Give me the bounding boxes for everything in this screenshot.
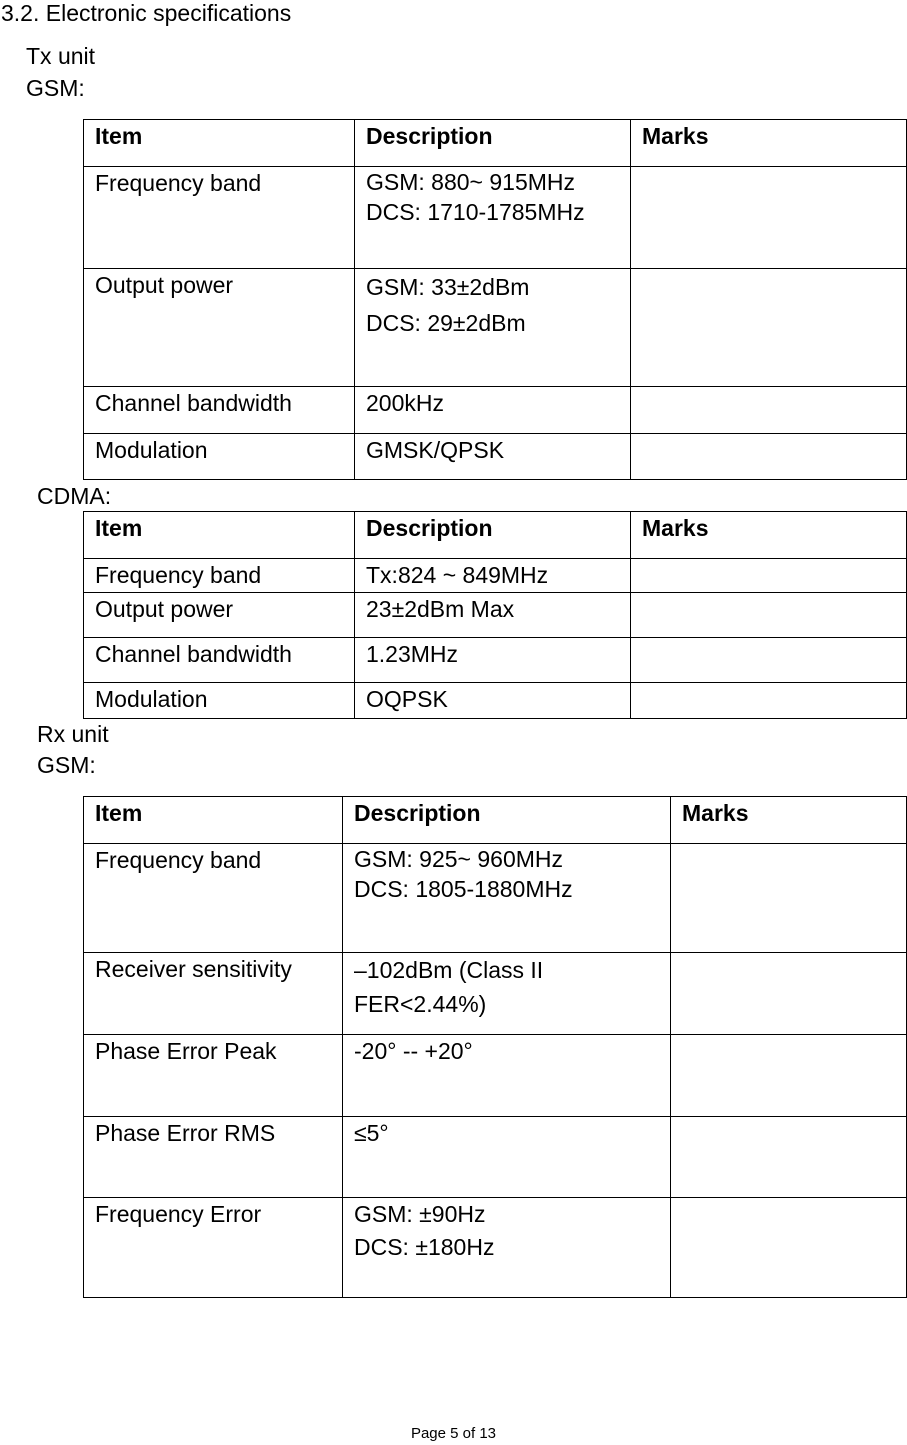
header-marks: Marks (671, 797, 907, 844)
row-marks (631, 559, 907, 593)
table-row (84, 1035, 907, 1117)
row-description (355, 269, 631, 387)
row-marks (671, 1198, 907, 1298)
tx-cdma-label: CDMA: (37, 483, 112, 509)
row-item: Modulation (84, 434, 355, 480)
row-description: GMSK/QPSK (355, 434, 631, 480)
table-header-row (84, 797, 907, 844)
table-row (84, 434, 907, 480)
header-item: Item (84, 120, 355, 167)
table-row (84, 638, 907, 683)
row-item: Modulation (84, 683, 355, 719)
row-marks (631, 683, 907, 719)
header-item: Item (84, 797, 343, 844)
row-item: Output power (84, 269, 355, 387)
row-item: Receiver sensitivity (84, 953, 343, 1035)
description-line: DCS: 1805-1880MHz (354, 876, 573, 902)
row-item: Channel bandwidth (84, 387, 355, 434)
row-marks (671, 1117, 907, 1198)
row-item: Frequency Error (84, 1198, 343, 1298)
table-row (84, 387, 907, 434)
description-line: DCS: ±180Hz (354, 1234, 495, 1260)
row-marks (631, 434, 907, 480)
rx-gsm-label: GSM: (37, 752, 96, 778)
row-description (343, 844, 671, 953)
tx-unit-heading: Tx unit (26, 43, 96, 69)
row-description (343, 953, 671, 1035)
header-marks: Marks (631, 120, 907, 167)
row-description (355, 167, 631, 269)
header-description: Description (343, 797, 671, 844)
table-row (84, 559, 907, 593)
row-marks (671, 844, 907, 953)
row-description: Tx:824 ~ 849MHz (355, 559, 631, 593)
table-row (84, 953, 907, 1035)
table-header-row (84, 512, 907, 559)
row-item: Frequency band (84, 167, 355, 269)
row-item: Frequency band (84, 844, 343, 953)
row-marks (631, 167, 907, 269)
header-description: Description (355, 512, 631, 559)
header-marks: Marks (631, 512, 907, 559)
row-item: Phase Error RMS (84, 1117, 343, 1198)
table-row (84, 269, 907, 387)
table-header-row (84, 120, 907, 167)
tx-cdma-spec-table (83, 511, 907, 719)
row-description: 1.23MHz (355, 638, 631, 683)
table-row (84, 683, 907, 719)
section-title: 3.2. Electronic specifications (1, 0, 292, 26)
row-marks (631, 593, 907, 638)
rx-gsm-spec-table (83, 796, 907, 1298)
row-marks (671, 953, 907, 1035)
table-row (84, 593, 907, 638)
description-line: GSM: 33±2dBm (366, 274, 530, 300)
row-description: 200kHz (355, 387, 631, 434)
row-description: -20° -- +20° (343, 1035, 671, 1117)
table-row (84, 844, 907, 953)
description-line: DCS: 29±2dBm (366, 310, 526, 336)
row-marks (671, 1035, 907, 1117)
row-item: Phase Error Peak (84, 1035, 343, 1117)
row-marks (631, 638, 907, 683)
tx-gsm-spec-table (83, 119, 907, 480)
row-marks (631, 269, 907, 387)
table-row (84, 1198, 907, 1298)
row-description: OQPSK (355, 683, 631, 719)
header-description: Description (355, 120, 631, 167)
description-line: GSM: ±90Hz (354, 1201, 486, 1227)
table-row (84, 1117, 907, 1198)
description-line: DCS: 1710-1785MHz (366, 199, 585, 225)
table-row (84, 167, 907, 269)
page-footer: Page 5 of 13 (410, 1425, 497, 1442)
header-item: Item (84, 512, 355, 559)
row-description: ≤5° (343, 1117, 671, 1198)
description-line: FER<2.44%) (354, 991, 487, 1017)
row-item: Frequency band (84, 559, 355, 593)
description-line: GSM: 880~ 915MHz (366, 169, 576, 195)
row-description (343, 1198, 671, 1298)
row-item: Channel bandwidth (84, 638, 355, 683)
rx-unit-heading: Rx unit (37, 721, 109, 747)
tx-gsm-label: GSM: (26, 75, 85, 101)
description-line: GSM: 925~ 960MHz (354, 846, 564, 872)
row-description: 23±2dBm Max (355, 593, 631, 638)
row-item: Output power (84, 593, 355, 638)
description-line: –102dBm (Class II (354, 957, 544, 983)
row-marks (631, 387, 907, 434)
